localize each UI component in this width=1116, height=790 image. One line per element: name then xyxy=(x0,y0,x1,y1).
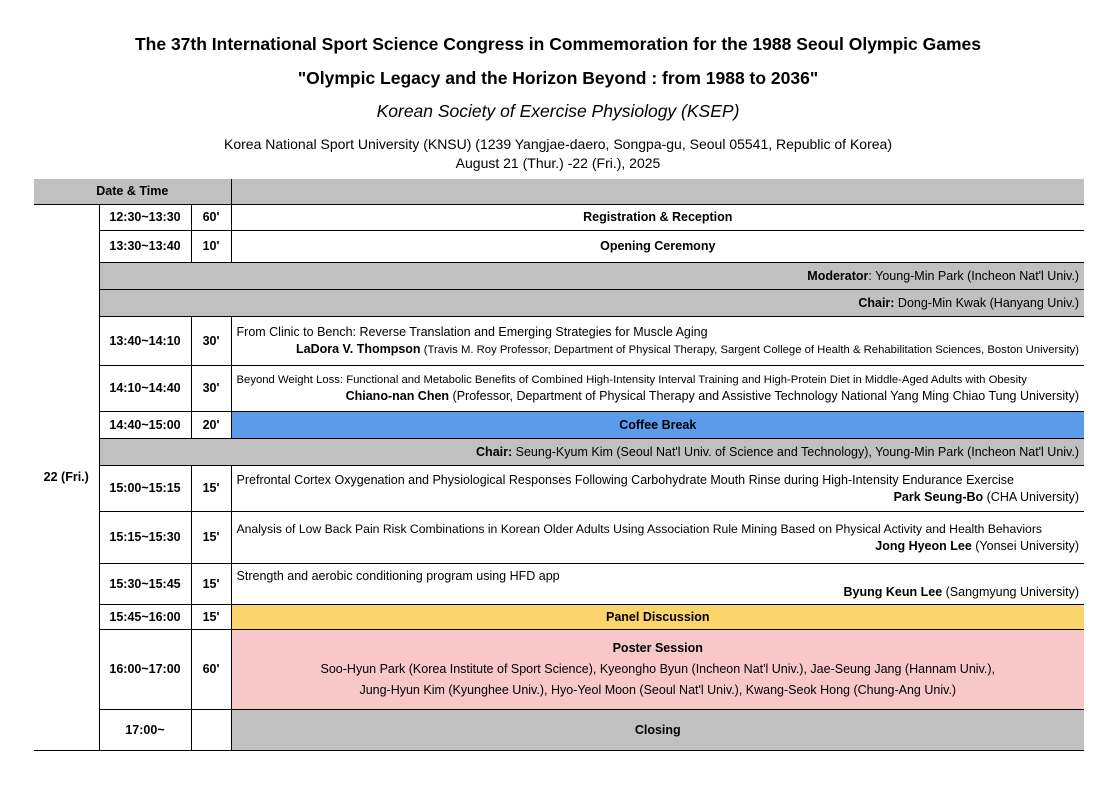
time-cell: 17:00~ xyxy=(99,709,191,750)
speaker-affiliation: (Travis M. Roy Professor, Department of Physical Therapy, Sargent College of Health & Rehabilitation Sciences, Boston University) xyxy=(420,344,1080,356)
date-time-header: Date & Time xyxy=(96,184,169,199)
organizer: Korean Society of Exercise Physiology (KSEP) xyxy=(376,101,740,121)
speaker-affiliation: (Sangmyung University) xyxy=(942,584,1080,599)
time-cell: 15:00~15:15 xyxy=(99,465,191,511)
duration-cell xyxy=(191,709,231,750)
session-title: Registration & Reception xyxy=(231,204,1084,230)
speaker-name: LaDora V. Thompson xyxy=(296,342,421,356)
speaker-name: Park Seung-Bo xyxy=(893,489,984,504)
table-row xyxy=(34,604,1084,629)
speaker-affiliation: (Yonsei University) xyxy=(971,538,1080,553)
talk-cell xyxy=(231,316,1084,365)
talk-title: Beyond Weight Loss: Functional and Metabolic Benefits of Combined High-Intensity Interval Training and High-Protein Diet in Middle-Aged Adults with Obesity xyxy=(236,373,1027,386)
venue: Korea National Sport University (KNSU) (1239 Yangjae-daero, Songpa-gu, Seoul 05541, Republic of Korea) xyxy=(224,136,892,152)
talk-cell xyxy=(231,511,1084,563)
duration-cell: 15' xyxy=(191,604,231,629)
time-cell: 13:40~14:10 xyxy=(99,316,191,365)
schedule-table xyxy=(34,179,1084,751)
table-row xyxy=(34,629,1084,709)
time-cell: 15:30~15:45 xyxy=(99,563,191,604)
talk-title: Strength and aerobic conditioning program using HFD app xyxy=(236,568,560,583)
moderator-label: Moderator xyxy=(807,268,869,283)
talk-title: Analysis of Low Back Pain Risk Combinations in Korean Older Adults Using Association Rule Mining Based on Physical Activity and Health Behaviors xyxy=(236,521,1042,536)
table-row xyxy=(34,365,1084,411)
talk-title: From Clinic to Bench: Reverse Translation and Emerging Strategies for Muscle Aging xyxy=(236,325,708,339)
time-cell: 12:30~13:30 xyxy=(99,204,191,230)
table-row xyxy=(34,411,1084,438)
duration-cell: 30' xyxy=(191,365,231,411)
duration-cell: 10' xyxy=(191,230,231,262)
speaker-affiliation: (CHA University) xyxy=(983,489,1080,504)
table-row xyxy=(34,316,1084,365)
talk-cell xyxy=(231,365,1084,411)
speaker-affiliation: (Professor, Department of Physical Therapy and Assistive Technology National Yang Ming Chiao Tung University) xyxy=(449,388,1080,403)
poster-presenters-2: Jung-Hyun Kim (Kyunghee Univ.), Hyo-Yeol Moon (Seoul Nat'l Univ.), Kwang-Seok Hong (Chung-Ang Univ.) xyxy=(359,683,957,697)
duration-cell: 60' xyxy=(191,204,231,230)
duration-cell: 60' xyxy=(191,629,231,709)
table-row xyxy=(34,465,1084,511)
chair-name: Seung-Kyum Kim (Seoul Nat'l Univ. of Science and Technology), Young-Min Park (Incheon Nat'l Univ.) xyxy=(512,444,1080,459)
chair-row xyxy=(34,438,1084,465)
table-row xyxy=(34,230,1084,262)
speaker-name: Chiano-nan Chen xyxy=(345,388,450,403)
panel-discussion: Panel Discussion xyxy=(231,604,1084,629)
chair-row xyxy=(34,289,1084,316)
time-cell: 15:45~16:00 xyxy=(99,604,191,629)
coffee-break: Coffee Break xyxy=(231,411,1084,438)
poster-presenters-1: Soo-Hyun Park (Korea Institute of Sport Science), Kyeongho Byun (Incheon Nat'l Univ.), Jae-Seung Jang (Hannam Univ.), xyxy=(320,662,995,676)
speaker-name: Byung Keun Lee xyxy=(843,584,943,599)
event-dates: August 21 (Thur.) -22 (Fri.), 2025 xyxy=(455,155,661,171)
time-cell: 14:40~15:00 xyxy=(99,411,191,438)
time-cell: 15:15~15:30 xyxy=(99,511,191,563)
talk-title: Prefrontal Cortex Oxygenation and Physiological Responses Following Carbohydrate Mouth Rinse during High-Intensity Endurance Exercise xyxy=(236,472,1015,487)
congress-theme: "Olympic Legacy and the Horizon Beyond : from 1988 to 2036" xyxy=(297,68,819,88)
time-cell: 14:10~14:40 xyxy=(99,365,191,411)
chair-label: Chair: xyxy=(476,444,513,459)
duration-cell: 15' xyxy=(191,563,231,604)
moderator-name: : Young-Min Park (Incheon Nat'l Univ.) xyxy=(868,268,1080,283)
speaker-name: Jong Hyeon Lee xyxy=(875,538,972,553)
talk-cell xyxy=(231,563,1084,604)
chair-label: Chair: xyxy=(858,295,895,310)
table-row xyxy=(34,204,1084,230)
poster-session xyxy=(231,629,1084,709)
table-row xyxy=(34,709,1084,750)
table-row xyxy=(34,563,1084,604)
time-cell: 16:00~17:00 xyxy=(99,629,191,709)
table-header-row xyxy=(34,179,1084,204)
duration-cell: 15' xyxy=(191,465,231,511)
talk-cell xyxy=(231,465,1084,511)
session-title: Opening Ceremony xyxy=(231,230,1084,262)
table-row xyxy=(34,511,1084,563)
poster-title: Poster Session xyxy=(612,641,703,655)
moderator-row xyxy=(34,262,1084,289)
duration-cell: 15' xyxy=(191,511,231,563)
day-label: 22 (Fri.) xyxy=(34,204,99,750)
duration-cell: 20' xyxy=(191,411,231,438)
congress-title: The 37th International Sport Science Congress in Commemoration for the 1988 Seoul Olympic Games xyxy=(134,34,982,54)
chair-name: Dong-Min Kwak (Hanyang Univ.) xyxy=(894,295,1080,310)
time-cell: 13:30~13:40 xyxy=(99,230,191,262)
duration-cell: 30' xyxy=(191,316,231,365)
program-header xyxy=(231,179,1084,204)
closing: Closing xyxy=(231,709,1084,750)
